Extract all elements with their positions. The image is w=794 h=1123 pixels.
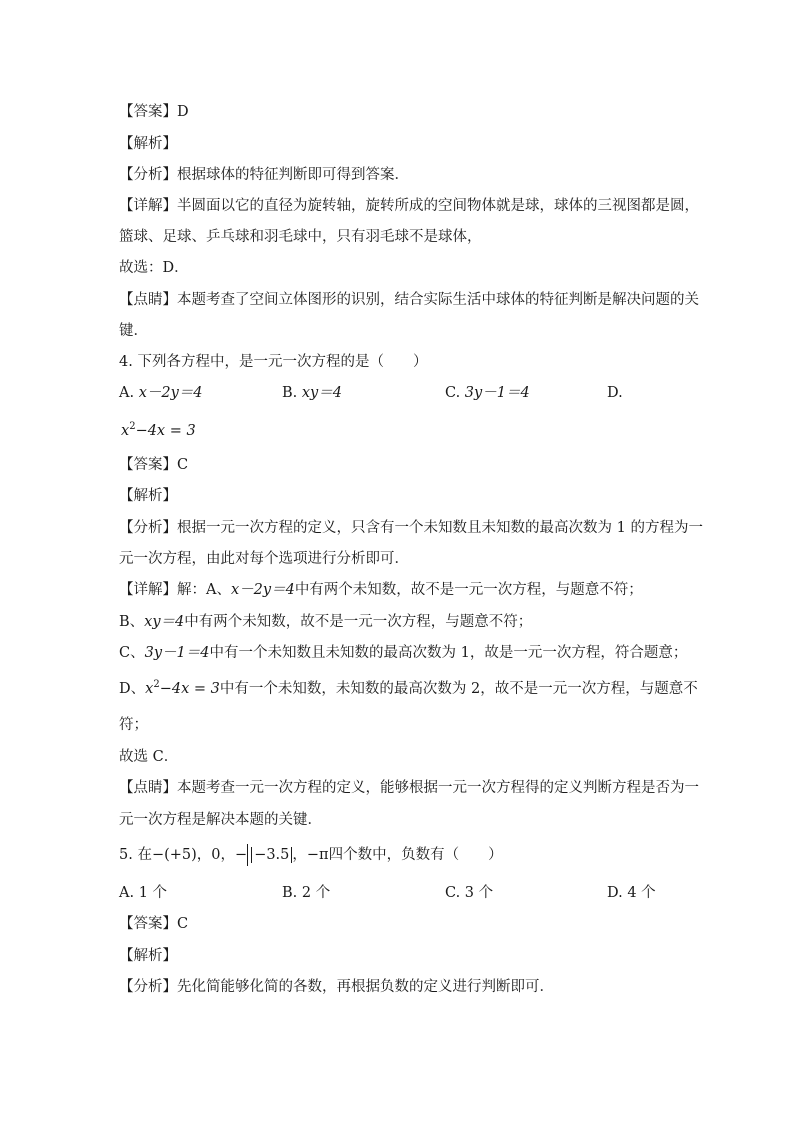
fenxi-text: 先化简能够化简的各数，再根据负数的定义进行判断即可．	[177, 979, 554, 995]
q4-fenxi-cont	[119, 549, 679, 569]
answer-label: 【答案】	[119, 916, 177, 932]
dianjing-text: 本题考查了空间立体图形的识别，结合实际生活中球体的特征判断是解决问题的关	[177, 292, 699, 308]
analysis-label: 【解析】	[119, 136, 177, 152]
q5-analysis-heading	[119, 946, 679, 966]
xiangjie-text: 篮球、足球、乒乓球和羽毛球中，只有羽毛球不是球体，	[119, 229, 482, 245]
q5-option-c: C. 3 个	[445, 885, 494, 901]
dianjing-text: 本题考查一元一次方程的定义，能够根据一元一次方程得的定义判断方程是否为一	[177, 780, 699, 796]
fenxi-label: 【分析】	[119, 520, 177, 536]
answer-label: 【答案】	[119, 457, 177, 473]
q4-option-c: C. 3y－1＝4	[445, 385, 530, 401]
q4-dianjing-cont	[119, 810, 679, 830]
q3-conclusion	[119, 258, 679, 278]
q3-xiangjie-cont	[119, 227, 679, 247]
q4-analysis-heading	[119, 486, 679, 506]
q5-option-a: A. 1 个	[119, 885, 168, 901]
q4-answer	[119, 455, 679, 475]
analysis-label: 【解析】	[119, 488, 177, 504]
q4-xiangjie-d: D、$x^2-4x = 3$中有一个未知数，未知数的最高次数为 2，故不是一元一次方程，与题意不	[119, 679, 698, 697]
fenxi-label: 【分析】	[119, 167, 177, 183]
dianjing-text: 元一次方程是解决本题的关键．	[119, 812, 322, 828]
q4-fenxi	[119, 518, 703, 538]
q4-xiangjie-a: 【详解】解：A、x－2y＝4中有两个未知数，故不是一元一次方程，与题意不符；	[119, 582, 643, 598]
analysis-label: 【解析】	[119, 948, 177, 964]
conclusion-text: 故选：D．	[119, 260, 189, 276]
q4-xiangjie-d-cont: 符；	[119, 717, 148, 733]
xiangjie-label: 【详解】	[119, 198, 177, 214]
xiangjie-label: 【详解】	[119, 582, 177, 598]
dianjing-label: 【点睛】	[119, 292, 177, 308]
xiangjie-text: 半圆面以它的直径为旋转轴，旋转所成的空间物体就是球，球体的三视图都是圆，	[177, 198, 699, 214]
dianjing-label: 【点睛】	[119, 780, 177, 796]
option-expr: xy＝4	[301, 385, 342, 401]
answer-value: C	[177, 457, 189, 473]
conclusion-text: 故选 C．	[119, 749, 179, 765]
q3-xiangjie	[119, 196, 699, 216]
fenxi-label: 【分析】	[119, 979, 177, 995]
q4-option-d-expr: $x^2-4x = 3$	[121, 421, 196, 439]
q3-answer	[119, 102, 679, 122]
q4-xiangjie-c: C、3y－1＝4中有一个未知数且未知数的最高次数为 1，故是一元一次方程，符合题意；	[119, 645, 688, 661]
q3-fenxi	[119, 165, 679, 185]
expr-neg-plus-five: −(+5)	[151, 847, 197, 863]
q4-option-d: D.	[607, 385, 623, 401]
answer-label: 【答案】	[119, 104, 177, 120]
fenxi-text: 根据一元一次方程的定义，只含有一个未知数且未知数的最高次数为 1 的方程为一	[177, 520, 703, 536]
q5-option-d: D. 4 个	[607, 885, 656, 901]
q4-conclusion	[119, 747, 679, 767]
q3-analysis-heading	[119, 134, 679, 154]
option-expr: x－2y＝4	[138, 385, 203, 401]
question-stem: 4. 下列各方程中，是一元一次方程的是（ ）	[119, 354, 428, 370]
fenxi-text: 元一次方程，由此对每个选项进行分析即可．	[119, 551, 409, 567]
q5-stem: 5. 在−(+5)，0，− −3.5 ，−π四个数中，负数有（ ）	[119, 844, 679, 866]
q5-option-b: B. 2 个	[282, 885, 331, 901]
q3-dianjing	[119, 290, 699, 310]
q4-option-a: A. x－2y＝4	[119, 385, 203, 401]
q4-stem	[119, 352, 679, 372]
q5-answer	[119, 914, 679, 934]
q5-fenxi	[119, 977, 679, 997]
q4-xiangjie-b: B、xy＝4中有两个未知数，故不是一元一次方程，与题意不符；	[119, 614, 533, 630]
answer-value: D	[177, 104, 189, 120]
answer-value: C	[177, 916, 189, 932]
q4-dianjing	[119, 778, 699, 798]
option-expr: 3y－1＝4	[464, 385, 530, 401]
q4-option-b: B. xy＝4	[282, 385, 342, 401]
fenxi-text: 根据球体的特征判断即可得到答案．	[177, 167, 409, 183]
q3-dianjing-cont	[119, 321, 679, 341]
dianjing-text: 键．	[119, 323, 148, 339]
abs-value-expr: −3.5	[247, 844, 292, 866]
